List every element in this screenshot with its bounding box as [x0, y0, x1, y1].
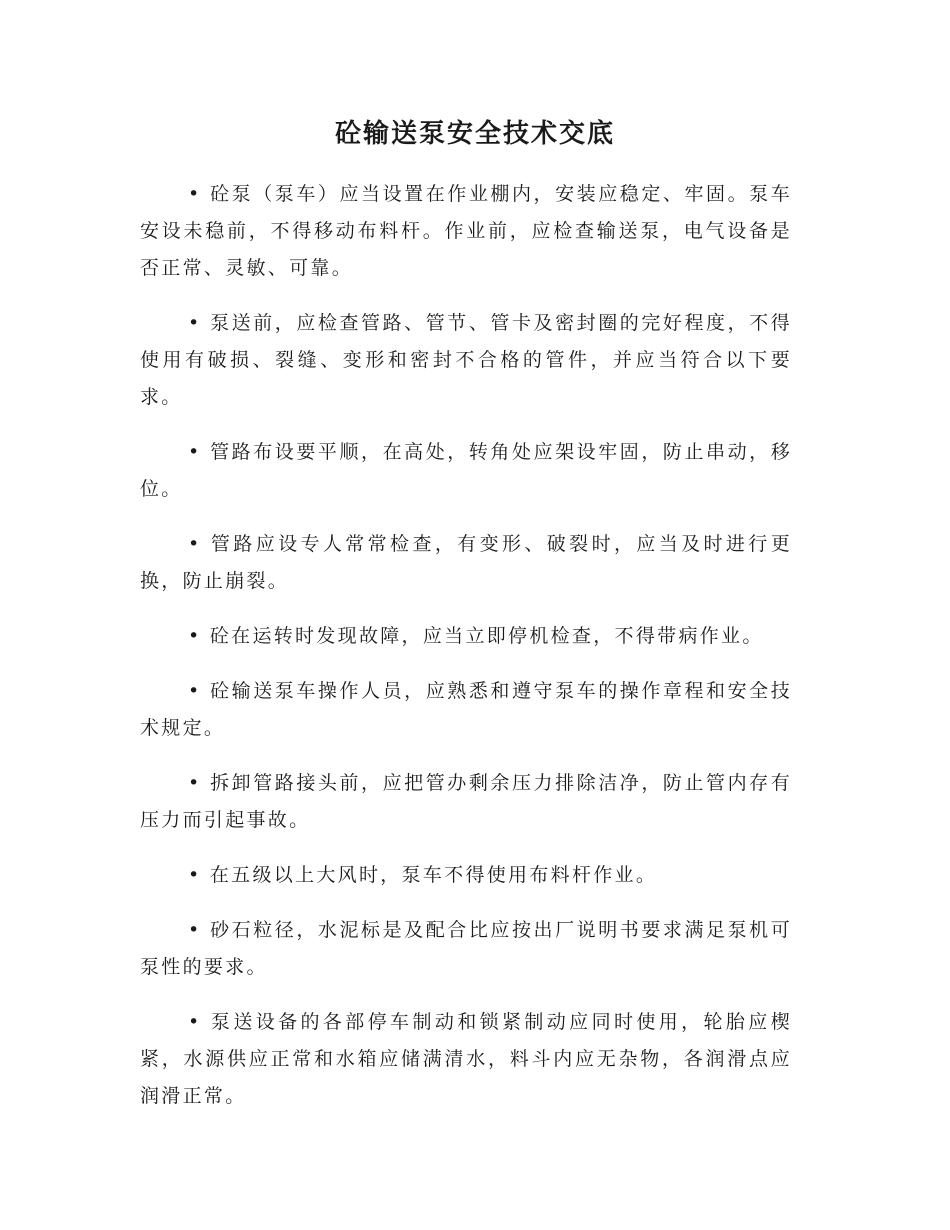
- paragraph-6: • 砼输送泵车操作人员，应熟悉和遵守泵车的操作章程和安全技术规定。: [140, 680, 792, 739]
- paragraph-4: • 管路应设专人常常检查，有变形、破裂时，应当及时进行更换，防止崩裂。: [140, 533, 792, 592]
- paragraph-10: • 泵送设备的各部停车制动和锁紧制动应同时使用，轮胎应楔紧，水源供应正常和水箱应储满清水，料斗内应无杂物，各润滑点应润滑正常。: [140, 1011, 792, 1107]
- paragraph-8: • 在五级以上大风时，泵车不得使用布料杆作业。: [188, 864, 658, 886]
- paragraph-5: • 砼在运转时发现故障，应当立即停机检查，不得带病作业。: [188, 625, 764, 647]
- paragraph-3: • 管路布设要平顺，在高处，转角处应架设牢固，防止串动，移位。: [140, 441, 792, 500]
- paragraph-2: • 泵送前，应检查管路、管节、管卡及密封圈的完好程度，不得使用有破损、裂缝、变形和密封不合格的管件，并应当符合以下要求。: [140, 312, 792, 408]
- page-title: 砼输送泵安全技术交底: [334, 119, 615, 149]
- paragraph-9: • 砂石粒径，水泥标是及配合比应按出厂说明书要求满足泵机可泵性的要求。: [140, 919, 792, 978]
- paragraph-1: • 砼泵（泵车）应当设置在作业棚内，安装应稳定、牢固。泵车安设未稳前，不得移动布料杆。作业前，应检查输送泵，电气设备是否正常、灵敏、可靠。: [140, 183, 792, 279]
- paragraph-7: • 拆卸管路接头前，应把管办剩余压力排除洁净，防止管内存有压力而引起事故。: [140, 772, 792, 831]
